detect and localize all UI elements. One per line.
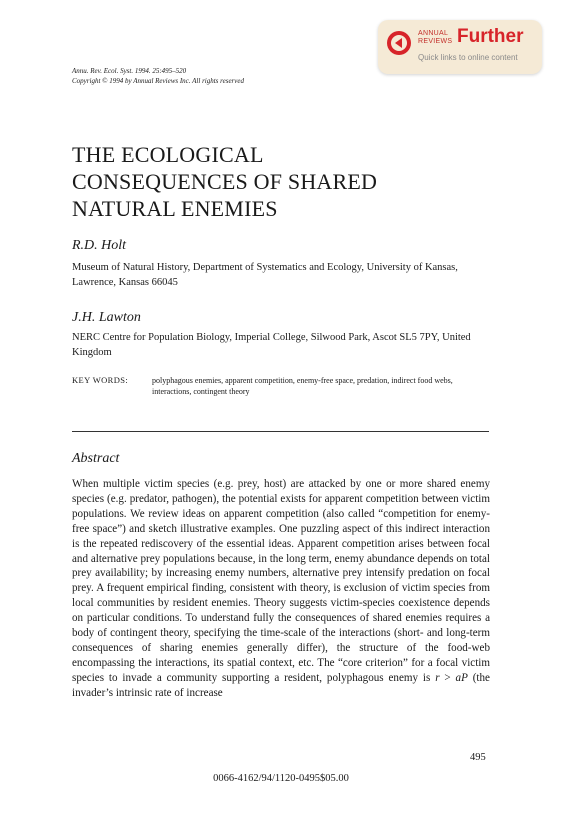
banner-brand-small: ANNUAL REVIEWS: [418, 30, 453, 45]
author-name: J.H. Lawton: [72, 310, 141, 325]
author-affiliation: Museum of Natural History, Department of Systematics and Ecology, University of Kansas, Lawrence, Kansas 66045: [72, 262, 458, 288]
title-line: NATURAL ENEMIES: [72, 196, 278, 221]
title-line: CONSEQUENCES OF SHARED: [72, 169, 378, 194]
keywords-label: KEY WORDS:: [72, 375, 129, 385]
author-name: R.D. Holt: [72, 238, 127, 253]
annual-reviews-further-banner[interactable]: [378, 20, 542, 74]
abstract-body: When multiple victim species (e.g. prey, host) are attacked by one or more shared enemy species (e.g. predator, pathogen), the potential exists for apparent competition between victim populations. We review ideas on apparent competition (also called “competition for enemy-free space”) and sketch illustrative examples. One puzzling aspect of this indirect interaction is the repeated rediscovery of the essential ideas. Apparent competition arises between focal and alternative prey populations because, in the long term, enemy abundance depends on total prey availability; by increasing enemy numbers, alternative prey intensify predation on focal prey. A frequent empirical finding, consistent with theory, is exclusion of victim species from local communities by resident enemies. Theory suggests victim-species coexistence depends on particular conditions. To understand fully the consequences of shared enemies requires a body of contingent theory, specifying the time-scale of the interactions (short- and long-term consequences of sharing enemies generally differ), the structure of the food-web encompassing the interactions, its spatial context, etc. The “core criterion” for a focal victim species to invade a community supporting a resident, polyphagous enemy is r > aP (the invader’s intrinsic rate of increase: [72, 478, 490, 699]
copyright-line: Copyright © 1994 by Annual Reviews Inc. All rights reserved: [72, 77, 244, 85]
article-title: [72, 141, 377, 222]
title-line: THE ECOLOGICAL: [72, 142, 264, 167]
journal-citation-line: Annu. Rev. Ecol. Syst. 1994. 25:495–520: [72, 67, 187, 75]
section-divider: [72, 431, 489, 432]
keywords-text: polyphagous enemies, apparent competition, enemy-free space, predation, indirect food webs, interactions, contingent theory: [152, 376, 453, 396]
banner-tagline: Quick links to online content: [418, 53, 518, 62]
author-affiliation: NERC Centre for Population Biology, Imperial College, Silwood Park, Ascot SL5 7PY, United Kingdom: [72, 332, 471, 358]
page-number: 495: [470, 752, 486, 763]
annual-reviews-logo-icon: [386, 30, 412, 56]
abstract-heading: Abstract: [72, 451, 120, 466]
banner-further-label: Further: [457, 26, 524, 47]
journal-citation: [72, 66, 244, 86]
price-line: 0066-4162/94/1120-0495$05.00: [213, 773, 349, 784]
